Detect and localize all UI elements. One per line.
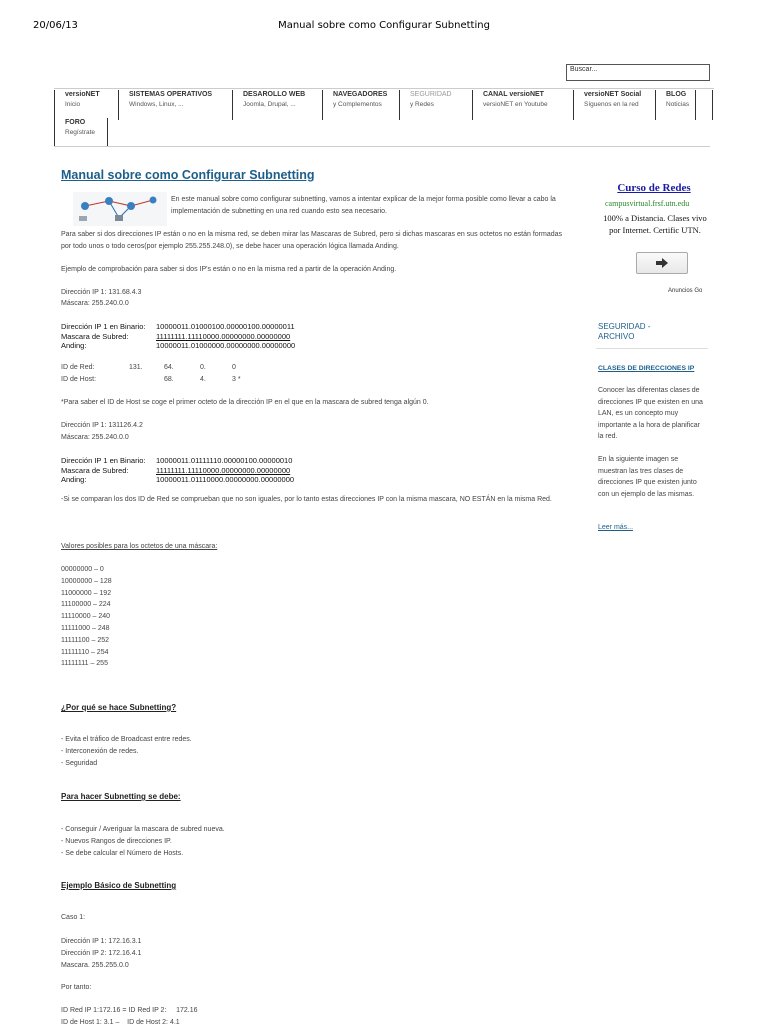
- example-ip: Dirección IP 1: 131126.4.2: [61, 422, 143, 429]
- binary-table: [61, 456, 294, 485]
- example-mask: Máscara: 255.240.0.0: [61, 434, 129, 441]
- nav-subtitle: y Complementos: [333, 101, 382, 108]
- nav-item-sistemas[interactable]: [118, 90, 232, 120]
- binary-value: 10000011.01110000.00000000.00000000: [156, 475, 295, 484]
- nav-title: versioNET Social: [584, 91, 642, 98]
- search-input[interactable]: Buscar...: [566, 64, 710, 81]
- network-diagram-image: [73, 192, 167, 226]
- mask-values-title: Valores posibles para los octetos de una máscara:: [61, 543, 218, 550]
- id-host-value: 68.: [164, 376, 174, 383]
- conclusion-label: Por tanto:: [61, 984, 92, 991]
- nav-title: NAVEGADORES: [333, 91, 388, 98]
- nav-subtitle: Síguenos en la red: [584, 101, 639, 108]
- sidebar-paragraph: En la siguiente imagen se muestran las tres clases de direcciones IP que existen junto con un ejemplo de las mismas.: [598, 456, 697, 498]
- binary-label: Anding:: [61, 475, 87, 484]
- nav-item-navegadores[interactable]: [322, 90, 399, 120]
- article-paragraph: Ejemplo de comprobación para saber si dos IP's están o no en la misma red a partir de la operación Anding.: [61, 266, 397, 273]
- section-heading: Ejemplo Básico de Subnetting: [61, 881, 177, 890]
- sidebar-section-title: SEGURIDAD - ARCHIVO: [598, 322, 651, 341]
- nav-title: BLOG: [666, 91, 687, 98]
- id-red-value: 131.: [129, 364, 143, 371]
- nav-subtitle: Noticias: [666, 101, 690, 108]
- binary-value: 11111111.11110000.00000000.00000000: [156, 465, 291, 475]
- binary-label: Mascara de Subred:: [61, 331, 129, 341]
- binary-value: 10000011.01000000.00000000.00000000: [156, 341, 296, 350]
- id-red-label: ID de Red:: [61, 364, 95, 371]
- id-red-value: 64.: [164, 364, 174, 371]
- article-title[interactable]: Manual sobre como Configurar Subnetting: [61, 168, 315, 182]
- id-red-value: 0: [232, 364, 236, 371]
- nav-title: CANAL versioNET: [483, 91, 544, 98]
- nav-subtitle: Inicio: [65, 101, 81, 108]
- binary-label: Anding:: [61, 341, 87, 350]
- ad-arrow-button[interactable]: [636, 252, 688, 274]
- print-date: 20/06/13: [33, 20, 78, 31]
- case-label: Caso 1:: [61, 914, 86, 921]
- nav-divider: [54, 88, 714, 89]
- nav-bottom-divider: [54, 146, 710, 147]
- nav-subtitle: Joomla, Drupal, ...: [243, 101, 296, 108]
- nav-item-foro[interactable]: [54, 118, 108, 146]
- bullet-list: - Conseguir / Averiguar la mascara de subred nueva. - Nuevos Rangos de direcciones IP. - Se debe calcular el Número de Hosts.: [61, 826, 225, 857]
- nav-subtitle: versioNET en Youtube: [483, 101, 548, 108]
- nav-item-social[interactable]: [573, 90, 655, 120]
- binary-value: 10000011.01000100.00000100.00000011: [156, 322, 295, 331]
- arrow-right-icon: [656, 258, 668, 268]
- mask-values-list: 00000000 – 0 10000000 – 128 11000000 – 192 11100000 – 224 11110000 – 240 11111000 – 248 11111100 – 252 11111110 – 254 11111111 – 255: [61, 566, 112, 668]
- nav-title: FORO: [65, 119, 86, 126]
- example-mask: Máscara: 255.240.0.0: [61, 300, 129, 307]
- nav-item-canal[interactable]: [472, 90, 558, 120]
- binary-table: [61, 322, 295, 351]
- sidebar-article-link[interactable]: CLASES DE DIRECCIONES IP: [598, 365, 695, 372]
- example-ip: Dirección IP 1: 131.68.4.3: [61, 289, 142, 296]
- section-heading: Para hacer Subnetting se debe:: [61, 792, 181, 801]
- nav-item-blog[interactable]: [655, 90, 695, 120]
- nav-end: [695, 90, 713, 120]
- nav-subtitle: Regístrate: [65, 129, 95, 136]
- nav-title: SEGURIDAD: [410, 91, 452, 98]
- nav-subtitle: y Redes: [410, 101, 434, 108]
- nav-title: DESAROLLO WEB: [243, 91, 306, 98]
- nav-item-desarrollo[interactable]: [232, 90, 322, 120]
- bullet-list: - Evita el tráfico de Broadcast entre redes. - Interconexión de redes. - Seguridad: [61, 736, 192, 767]
- nav-subtitle: Windows, Linux, ...: [129, 101, 184, 108]
- binary-value: 11111111.11110000.00000000.00000000: [156, 331, 291, 341]
- binary-label: Dirección IP 1 en Binario:: [61, 322, 146, 331]
- article-paragraph: Para saber si dos direcciones IP están o no en la misma red, se deben mirar las Mascaras de Subred, pero si dichas mascaras en sus octetos no están formadas por todo unos o todo ceros(por ejemplo 255.255.248.0), se debe hacer una operación lógica llamada Anding.: [61, 231, 563, 250]
- case-lines: Dirección IP 1: 172.16.3.1 Dirección IP 2: 172.16.4.1 Mascara. 255.255.0.0: [61, 938, 142, 969]
- binary-label: Dirección IP 1 en Binario:: [61, 456, 146, 465]
- id-host-value: 4.: [200, 376, 206, 383]
- id-host-value: 3 *: [232, 376, 241, 383]
- read-more-link[interactable]: Leer más...: [598, 524, 634, 531]
- nav-item-seguridad[interactable]: [399, 90, 472, 120]
- binary-label: Mascara de Subred:: [61, 465, 129, 475]
- sidebar-divider: [596, 348, 708, 349]
- sidebar-paragraph: Conocer las diferentas clases de direcciones IP que existen en una LAN, es un concepto muy importante a la hora de planificar la red.: [598, 387, 703, 440]
- nav-item-inicio[interactable]: [54, 90, 118, 120]
- article-paragraph: -Si se comparan los dos ID de Red se comprueban que no son iguales, por lo tanto estas direcciones IP con la misma mascara, NO ESTÁN en la misma Red.: [61, 496, 552, 503]
- section-heading: ¿Por qué se hace Subnetting?: [61, 703, 177, 712]
- id-host-label: ID de Host:: [61, 376, 97, 383]
- ad-url[interactable]: campusvirtual.frsf.utn.edu: [605, 199, 690, 208]
- ad-footer[interactable]: Anuncios Go: [668, 288, 703, 294]
- article-note: *Para saber el ID de Host se coge el primer octeto de la dirección IP en el que en la mascara de subred tenga algún 0.: [61, 399, 429, 406]
- ad-body: 100% a Distancia. Clases vivo por Internet. Certific UTN.: [603, 213, 707, 235]
- ad-title-link[interactable]: Curso de Redes: [617, 182, 691, 194]
- id-red-value: 0.: [200, 364, 206, 371]
- article-intro: En este manual sobre como configurar subnetting, vamos a intentar explicar de la mejor forma posible como llevar a cabo la implementación de subnetting en una red cuando esto sea necesario.: [171, 196, 556, 215]
- nav-title: versioNET: [65, 91, 100, 98]
- print-title: Manual sobre como Configurar Subnetting: [278, 20, 490, 31]
- conclusion-lines: ID Red IP 1:172.16 = ID Red IP 2: 172.16 ID de Host 1: 3.1 – ID de Host 2: 4.1: [61, 1007, 198, 1026]
- nav-title: SISTEMAS OPERATIVOS: [129, 91, 213, 98]
- binary-value: 10000011.01111110.00000100.00000010: [156, 456, 293, 465]
